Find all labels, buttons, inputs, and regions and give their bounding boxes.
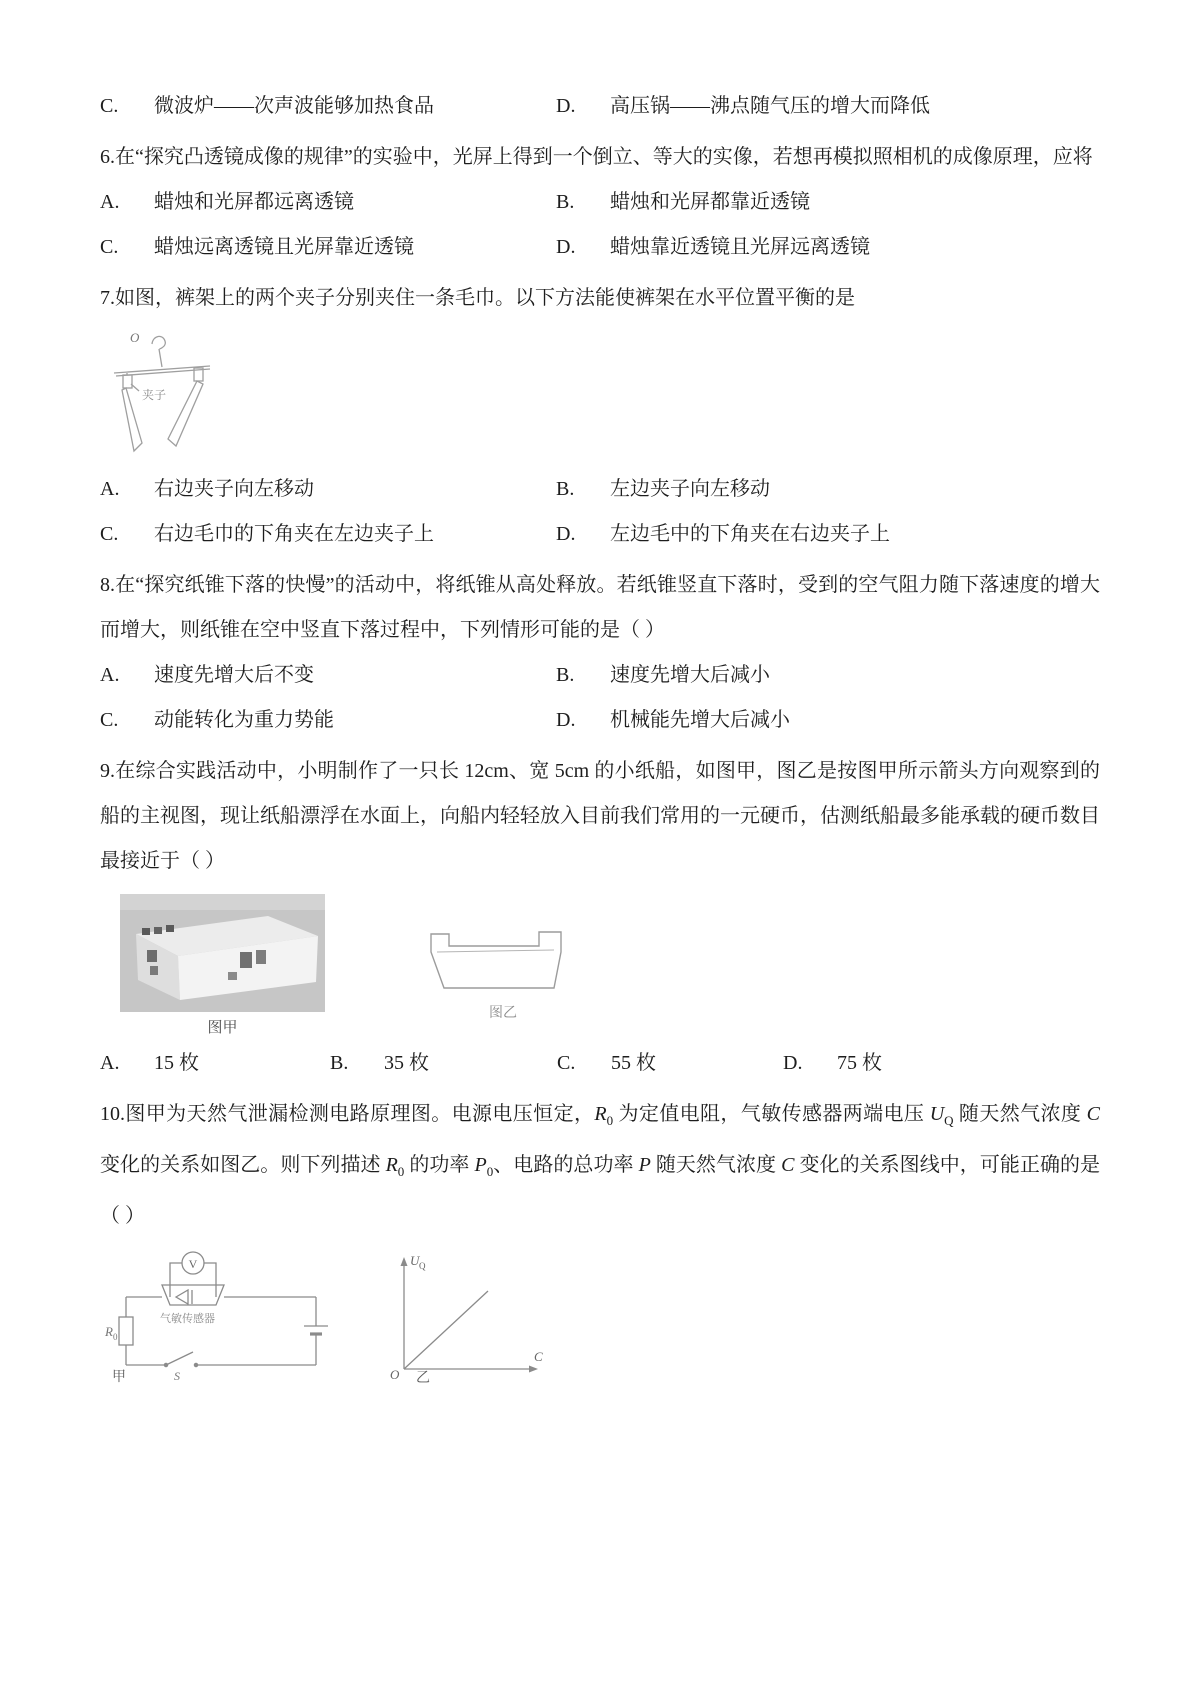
graph-xlabel: C	[534, 1349, 543, 1364]
q6-stem: 6.在“探究凸透镜成像的规律”的实验中，光屏上得到一个倒立、等大的实像，若想再模拟照相机的成像原理，应将	[100, 146, 1093, 168]
q6-option-b	[556, 180, 1100, 225]
option-label: C.	[100, 523, 119, 545]
option-text: 右边夹子向左移动	[154, 478, 314, 500]
option-label: B.	[556, 478, 575, 500]
var-r0: R	[594, 1103, 607, 1125]
var-r0: R	[385, 1154, 398, 1176]
option-text: 35 枚	[384, 1052, 429, 1074]
q10-figures	[104, 1247, 1100, 1385]
q7-stem: 7.如图，裤架上的两个夹子分别夹住一条毛巾。以下方法能使裤架在水平位置平衡的是	[100, 287, 855, 309]
q10-stem-seg: 随天然气浓度	[953, 1103, 1087, 1125]
q10-stem-seg: 变化的关系图线中，可能正确的是（ ）	[100, 1154, 1101, 1227]
q8-option-c	[100, 698, 556, 743]
option-text: 速度先增大后不变	[154, 664, 314, 686]
option-label: C.	[100, 95, 119, 117]
option-text: 动能转化为重力势能	[154, 709, 334, 731]
graph-origin-label: O	[390, 1367, 400, 1382]
paper-boat-photo	[120, 894, 325, 1012]
option-text: 高压锅——沸点随气压的增大而降低	[610, 95, 930, 117]
q9-option-c	[557, 1041, 783, 1086]
var-p0-sub: 0	[486, 1164, 494, 1179]
q7-options	[100, 467, 1100, 557]
option-text: 75 枚	[837, 1052, 882, 1074]
q9-figures	[120, 894, 1100, 1037]
var-r0-sub: 0	[606, 1113, 614, 1128]
option-label: A.	[100, 191, 120, 213]
q9-caption-a: 图甲	[207, 1020, 238, 1036]
q9-figure-a	[120, 894, 325, 1037]
q9-stem: 9.在综合实践活动中，小明制作了一只长 12cm、宽 5cm 的小纸船，如图甲，图乙是按图甲所示箭头方向观察到的船的主视图，现让纸船漂浮在水面上，向船内轻轻放入目前我们常用的一元硬币，估测纸船最多能承载的硬币数目最接近于（ ）	[100, 760, 1100, 872]
q6-options	[100, 180, 1100, 270]
option-text: 55 枚	[611, 1052, 656, 1074]
q7-option-d	[556, 512, 1100, 557]
option-text: 左边夹子向左移动	[610, 478, 770, 500]
option-label: B.	[330, 1052, 349, 1074]
option-label: B.	[556, 664, 575, 686]
q10-stem-seg: 、电路的总功率	[493, 1154, 639, 1176]
var-c: C	[781, 1154, 795, 1176]
q6-option-d	[556, 225, 1100, 270]
boat-front-view-drawing	[417, 920, 589, 998]
q8-option-d	[556, 698, 1100, 743]
option-label: D.	[783, 1052, 803, 1074]
q10-stem-seg: 的功率	[404, 1154, 475, 1176]
graph-ylabel-sub: Q	[419, 1261, 426, 1271]
option-text: 机械能先增大后减小	[610, 709, 790, 731]
graph-caption: 乙	[416, 1371, 430, 1385]
var-p0: P	[474, 1154, 487, 1176]
q7-option-a	[100, 467, 556, 512]
question-7	[100, 276, 1100, 557]
option-text: 蜡烛远离透镜且光屏靠近透镜	[154, 236, 414, 258]
q7-option-c	[100, 512, 556, 557]
q9-options	[100, 1041, 1100, 1086]
option-label: A.	[100, 478, 120, 500]
option-label: C.	[557, 1052, 576, 1074]
option-text: 微波炉——次声波能够加热食品	[154, 95, 434, 117]
circuit-caption: 甲	[112, 1370, 126, 1385]
option-label: A.	[100, 664, 120, 686]
q10-stem-seg: 随天然气浓度	[650, 1154, 782, 1176]
q9-option-b	[330, 1041, 557, 1086]
q10-stem	[100, 1092, 1100, 1239]
option-label: A.	[100, 1052, 120, 1074]
q6-option-c	[100, 225, 556, 270]
option-text: 右边毛巾的下角夹在左边夹子上	[154, 523, 434, 545]
question-9	[100, 749, 1100, 1086]
uq-vs-c-graph-figure	[384, 1247, 552, 1385]
var-p: P	[638, 1154, 651, 1176]
q5-option-c	[100, 84, 556, 129]
var-c: C	[1086, 1103, 1101, 1125]
resistor-label: R	[105, 1324, 113, 1339]
hanger-figure	[106, 327, 226, 465]
gas-sensor-label: 气敏传感器	[160, 1313, 215, 1325]
q8-option-b	[556, 653, 1100, 698]
question-6	[100, 135, 1100, 270]
option-label: D.	[556, 95, 576, 117]
q8-options	[100, 653, 1100, 743]
q7-figure-wrap	[106, 327, 1100, 465]
gas-detector-circuit-figure	[104, 1247, 342, 1385]
option-text: 蜡烛和光屏都远离透镜	[154, 191, 354, 213]
question-10	[100, 1092, 1100, 1385]
switch-label: S	[174, 1369, 180, 1383]
option-text: 蜡烛和光屏都靠近透镜	[610, 191, 810, 213]
q6-option-a	[100, 180, 556, 225]
option-label: C.	[100, 236, 119, 258]
q5-option-d	[556, 84, 1100, 129]
var-uq: U	[929, 1103, 945, 1125]
q8-stem: 8.在“探究纸锥下落的快慢”的活动中，将纸锥从高处释放。若纸锥竖直下落时，受到的空气阻力随下落速度的增大而增大，则纸锥在空中竖直下落过程中，下列情形可能的是（ ）	[100, 574, 1100, 641]
q10-stem-seg: 变化的关系如图乙。则下列描述	[100, 1154, 386, 1176]
q9-caption-b: 图乙	[489, 1006, 517, 1021]
resistor-sub-label: 0	[113, 1332, 118, 1342]
voltmeter-label: V	[188, 1257, 198, 1271]
option-text: 速度先增大后减小	[610, 664, 770, 686]
q7-option-b	[556, 467, 1100, 512]
option-text: 左边毛中的下角夹在右边夹子上	[610, 523, 890, 545]
q9-figure-b	[417, 920, 589, 1022]
option-text: 15 枚	[154, 1052, 199, 1074]
var-r0-sub: 0	[397, 1164, 405, 1179]
option-label: D.	[556, 523, 576, 545]
option-label: C.	[100, 709, 119, 731]
option-label: D.	[556, 236, 576, 258]
clip-label: 夹子	[142, 388, 167, 402]
q10-stem-seg: 为定值电阻，气敏传感器两端电压	[613, 1103, 930, 1125]
q8-option-a	[100, 653, 556, 698]
graph-ylabel-main: U	[410, 1253, 420, 1268]
option-label: D.	[556, 709, 576, 731]
q9-option-a	[100, 1041, 330, 1086]
var-uq-sub: Q	[944, 1113, 954, 1128]
q9-option-d	[783, 1041, 1100, 1086]
option-label: B.	[556, 191, 575, 213]
question-5-options	[100, 84, 1100, 129]
question-8	[100, 563, 1100, 743]
q10-stem-seg: 10.图甲为天然气泄漏检测电路原理图。电源电压恒定，	[100, 1103, 595, 1125]
pivot-o-label: O	[130, 330, 140, 345]
option-text: 蜡烛靠近透镜且光屏远离透镜	[610, 236, 870, 258]
